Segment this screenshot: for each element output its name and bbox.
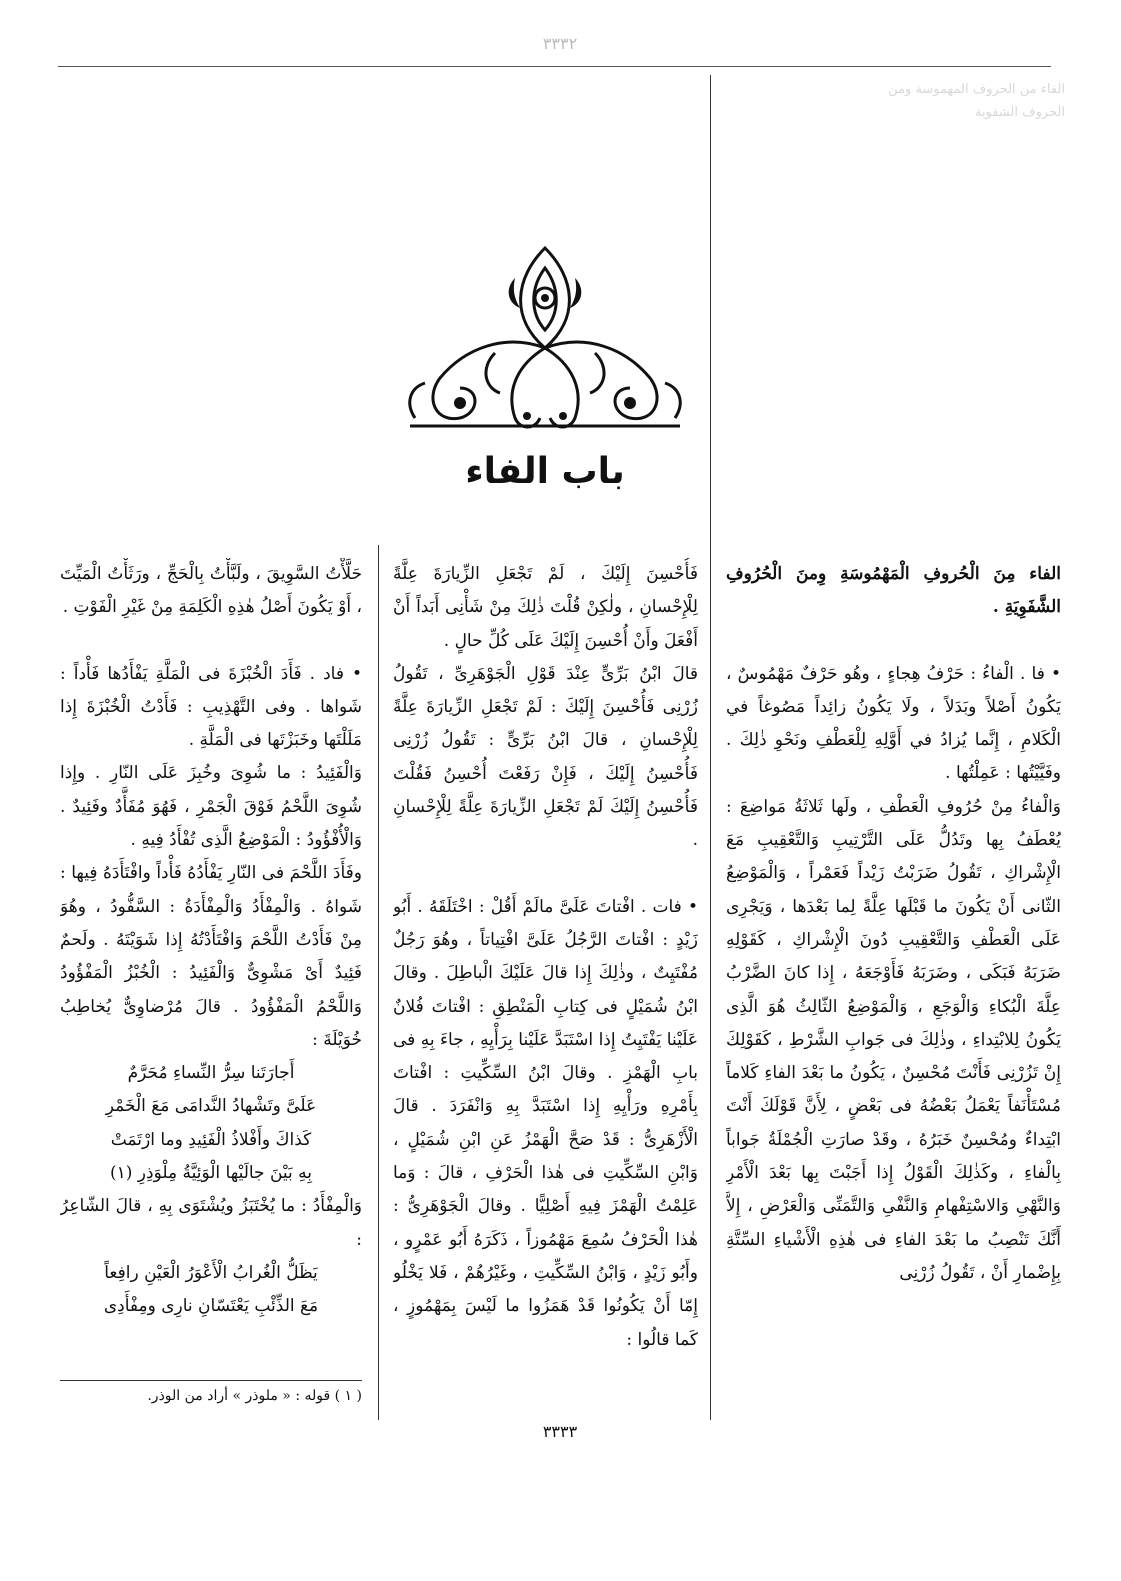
paragraph: وفَأَدَ اللَّحْمَ فى النّارِ يَفْأَدُهُ فَأْداً وافْتَأَدَهُ فِيها : شَواهُ . وَالْمِفْأَدُ وَالْمِفْأَدَةُ : السَّفُّودُ ، وهُوَ مِنْ فَأَدْتُ اللَّحْمَ وَافْتَأَدْتُهُ إِذا شَوَيْتَهُ . ولَحمٌ فَئِيدٌ أَىْ مَشْوِىٌّ وَالْفَئِيدُ : الْخُبْزُ الْمَفْؤُودُ وَاللَّحْمُ الْمَفْؤُودُ . قالَ مُرْضاوِىٌّ يُخاطِبُ خُوَيْلَةَ : (60, 863, 362, 1050)
paragraph: وَالْفاءُ مِنْ حُرُوفِ الْعَطْفِ ، ولَها ثَلاثَةُ مَواضِعَ : يُعْطَفُ بِها وتَدُلُّ عَلَى التَّرْتِيبِ وَالتَّعْقِيبِ مَعَ الْإِشْراكِ ، تَقُولُ ضَرَبْتُ زَيْداً فَعَمْراً ، وَالْمَوْضِعُ الثّانى أَنْ يَكُونَ ما قَبْلَها عِلَّةً لِما بَعْدَها ، وَيَجْرِى عَلَى الْعَطْفِ وَالتَّعْقِيبِ دُونَ الْإِشْراكِ ، كَقَوْلِهِ ضَرَبَهُ فَبَكَى ، وضَرَبَهُ فَأَوْجَعَهُ ، إِذا كانَ الضَّرْبُ عِلَّةَ الْبُكاءِ وَالْوَجَعِ ، وَالْمَوْضِعُ الثّالِثُ هُوَ الَّذِى يَكُونُ لِلابْتِداءِ ، وذٰلِكَ فى جَوابِ الشَّرْطِ ، كَقَوْلِكَ إِنْ تَزُرْنِى فَأَنْتَ مُحْسِنٌ ، يَكُونُ ما بَعْدَ الفاءِ كَلاماً مُسْتَأْنَفاً يَعْمَلُ بَعْضُهُ فى بَعْضٍ ، لِأَنَّ قَوْلَكَ أَنْتَ ابْتِداءٌ ومُحْسِنٌ خَبَرُهُ ، وقَدْ صارَتِ الْجُمْلَةُ جَواباً بِالْفاءِ ، وكَذٰلِكَ الْقَوْلُ إِذا أَجَبْتَ بِها بَعْدَ الْأَمْرِ وَالنَّهْىِ وَالاسْتِفْهامِ وَالنَّفْىِ وَالتَّمَنِّى وَالْعَرْضِ ، إِلاَّ أَنَّكَ تَنْصِبُ ما بَعْدَ الفاءِ فى هٰذِهِ الْأَشْياءِ السِّتَّةِ بِإِضْمارِ أَنْ ، تَقُولُ زُرْنِى (726, 796, 1061, 1283)
spacer (726, 625, 1061, 658)
header-rule (58, 66, 1051, 67)
verse-line: أَجارَتَنا سِرُّ النِّساءِ مُحَرَّمٌ (127, 1063, 295, 1084)
verse-line: مَعَ الذِّئْبِ يَعْتَسّانِ نارِى ومِفْأَدِى (103, 1296, 319, 1317)
page-number: ٣٣٣٣ (542, 1422, 578, 1441)
entry-fa: • فا . الْفاءُ : حَرْفُ هِجاءٍ ، وهُو حَرْفٌ مَهْمُوسٌ ، يَكُونُ أَصْلاً وبَدَلاً ، ولَا يَكُونُ زائِداً مَصُوغاً في الْكَلامِ ، إِنَّما يُزادُ في أَوَّلِهِ لِلْعَطْفِ ونَحْوِ ذٰلِكَ . وفَيَّيْتُها : عَمِلْتُها . (726, 663, 1061, 784)
verse-line: عَلَىَّ وتَشْهادُ النَّدامَى مَعَ الْخَمْرِ (105, 1096, 317, 1117)
paragraph: فَأُحْسِنَ إِلَيْكَ ، لَمْ تَجْعَلِ الزِّيارَةَ عِلَّةً لِلْإِحْسانِ ، ولٰكِنْ قُلْتَ ذٰلِكَ مِنْ شَأْنِى أَبَداً أَنْ أَفْعَلَ وأَنْ أُحْسِنَ إِلَيْكَ عَلَى كُلِّ حالٍ . (393, 564, 698, 651)
right-column (726, 558, 1061, 1403)
paragraph: قالَ ابْنُ بَرِّىٍّ عِنْدَ قَوْلِ الْجَوْهَرِىِّ ، تَقُولُ زُرْنِى فَأُحْسِنَ إِلَيْكَ : لَمْ تَجْعَلِ الزِّيارَةَ عِلَّةً لِلْإِحْسانِ ، قالَ ابْنُ بَرِّىٍّ : تَقُولُ زُرْنِى فَأُحْسِنُ إِلَيْكَ ، فَإِنْ رَفَعْتَ أُحْسِنُ فَقُلْتَ فَأُحْسِنُ إِلَيْكَ لَمْ تَجْعَلِ الزِّيارَةَ عِلَّةً لِلْإِحْسانِ . (393, 663, 698, 851)
footnote: ( ١ ) قوله : « ملوذر » أراد من الوذر. (147, 1388, 362, 1404)
column-rule-right (710, 75, 711, 1420)
ghost-text (745, 78, 1065, 198)
column-rule-left (378, 545, 379, 1420)
chapter-title: باب الفاء (465, 451, 625, 492)
footnote-rule (60, 1380, 362, 1381)
verse-line: بِهِ بَيْنَ جالَيْها الْوَئِيَّةُ مِلْوَذِرِ (١) (109, 1163, 313, 1184)
running-header: ٣٣٣٢ (542, 34, 578, 53)
paragraph: حَلَّأْتُ السَّوِيقَ ، ولَبَّأْتُ بِالْحَجِّ ، ورَثَأْتُ الْمَيِّتَ ، أَوْ يَكُونَ أَصْلُ هٰذِهِ الْكَلِمَةِ مِنْ غَيْرِ الْفَوْتِ . (60, 564, 362, 618)
verse-line: كَذاكَ وأَفْلاذُ الْفَئِيدِ وما ارْتَمَتْ (110, 1129, 312, 1150)
entry-fad: • فاد . فَأَدَ الْخُبْزَةَ فى الْمَلَّةِ يَفْأَدُها فَأْداً : شَواها . وفى التَّهْذِيبِ : فَأَدْتُ الْخُبْزَةَ إِذا مَلَلْتَها وخَبَزْتَها فى الْمَلَّةِ . (60, 663, 362, 751)
left-column (60, 558, 362, 1373)
paragraph: وَالْفَئِيدُ : ما شُوِىَ وخُبِزَ عَلَى النّارِ . وإِذا شُوِىَ اللَّحْمُ فَوْقَ الْجَمْرِ ، فَهُوَ مُفَأَّدٌ وفَئِيدٌ . وَالْأُفْؤُودُ : الْمَوْضِعُ الَّذِى تُفْأَدُ فِيهِ . (60, 763, 362, 851)
entry-fat: • فات . افْتاتَ عَلَىَّ مالَمْ أَقُلْ : اخْتَلَقَهُ . أَبُو زَيْدٍ : افْتاتَ الرَّجُلُ عَلَىَّ افْتِياتاً ، وهُوَ رَجُلٌ مُفْتَيِتٌ ، وذٰلِكَ إِذا قالَ عَلَيْكَ الْباطِلَ . وقالَ ابْنُ شُمَيْلٍ فى كِتابِ الْمَنْطِقِ : افْتاتَ فُلانٌ عَلَيْنا يَفْتَيِتُ إِذا اسْتَبَدَّ عَلَيْنا بِرَأْيِهِ ، جاءَ بِهِ فى بابِ الْهَمْزِ . وقالَ ابْنُ السِّكِّيتِ : افْتاتَ بِأَمْرِهِ ورَأْيِهِ إِذا اسْتَبَدَّ بِهِ وَانْفَرَدَ . قالَ الْأَزْهَرِىُّ : قَدْ صَحَّ الْهَمْزُ عَنِ ابْنِ شُمَيْلٍ ، وَابْنِ السِّكِّيتِ فى هٰذا الْحَرْفِ ، قالَ : وَما عَلِمْتُ الْهَمْزَ فِيهِ أَصْلِيًّا . وقالَ الْجَوْهَرِىُّ : هٰذا الْحَرْفُ سُمِعَ مَهْمُوزاً ، ذَكَرَهُ أَبُو عَمْرٍو ، وأَبُو زَيْدٍ ، وَابْنُ السِّكِّيتِ ، وغَيْرُهُمْ ، فَلا يَخْلُو إِمّا أَنْ يَكُونُوا قَدْ هَمَزُوا ما لَيْسَ بِمَهْمُوزٍ ، كَما قالُوا : (393, 896, 698, 1350)
middle-column (393, 558, 698, 1403)
ghost-line: الحروف الشفوية (974, 105, 1065, 120)
ghost-line: الفاء من الحروف المهموسة ومن (888, 82, 1065, 97)
spacer (60, 625, 362, 658)
spacer (393, 858, 698, 891)
ornament-icon (395, 238, 695, 438)
verse-line: يَظَلُّ الْغُرابُ الْأَعْوَرُ الْعَيْنِ رافِعاً (104, 1262, 318, 1283)
section-intro: الفاء مِنَ الْحُروفِ الْمَهْمُوسَةِ وِمنَ الْحُرُوفِ الشَّفَوِيَةِ . (726, 564, 1061, 618)
paragraph: وَالْمِفْأَدُ : ما يُخْتَبَزُ ويُشْتَوَى بِهِ ، قالَ الشّاعِرُ : (60, 1196, 362, 1250)
